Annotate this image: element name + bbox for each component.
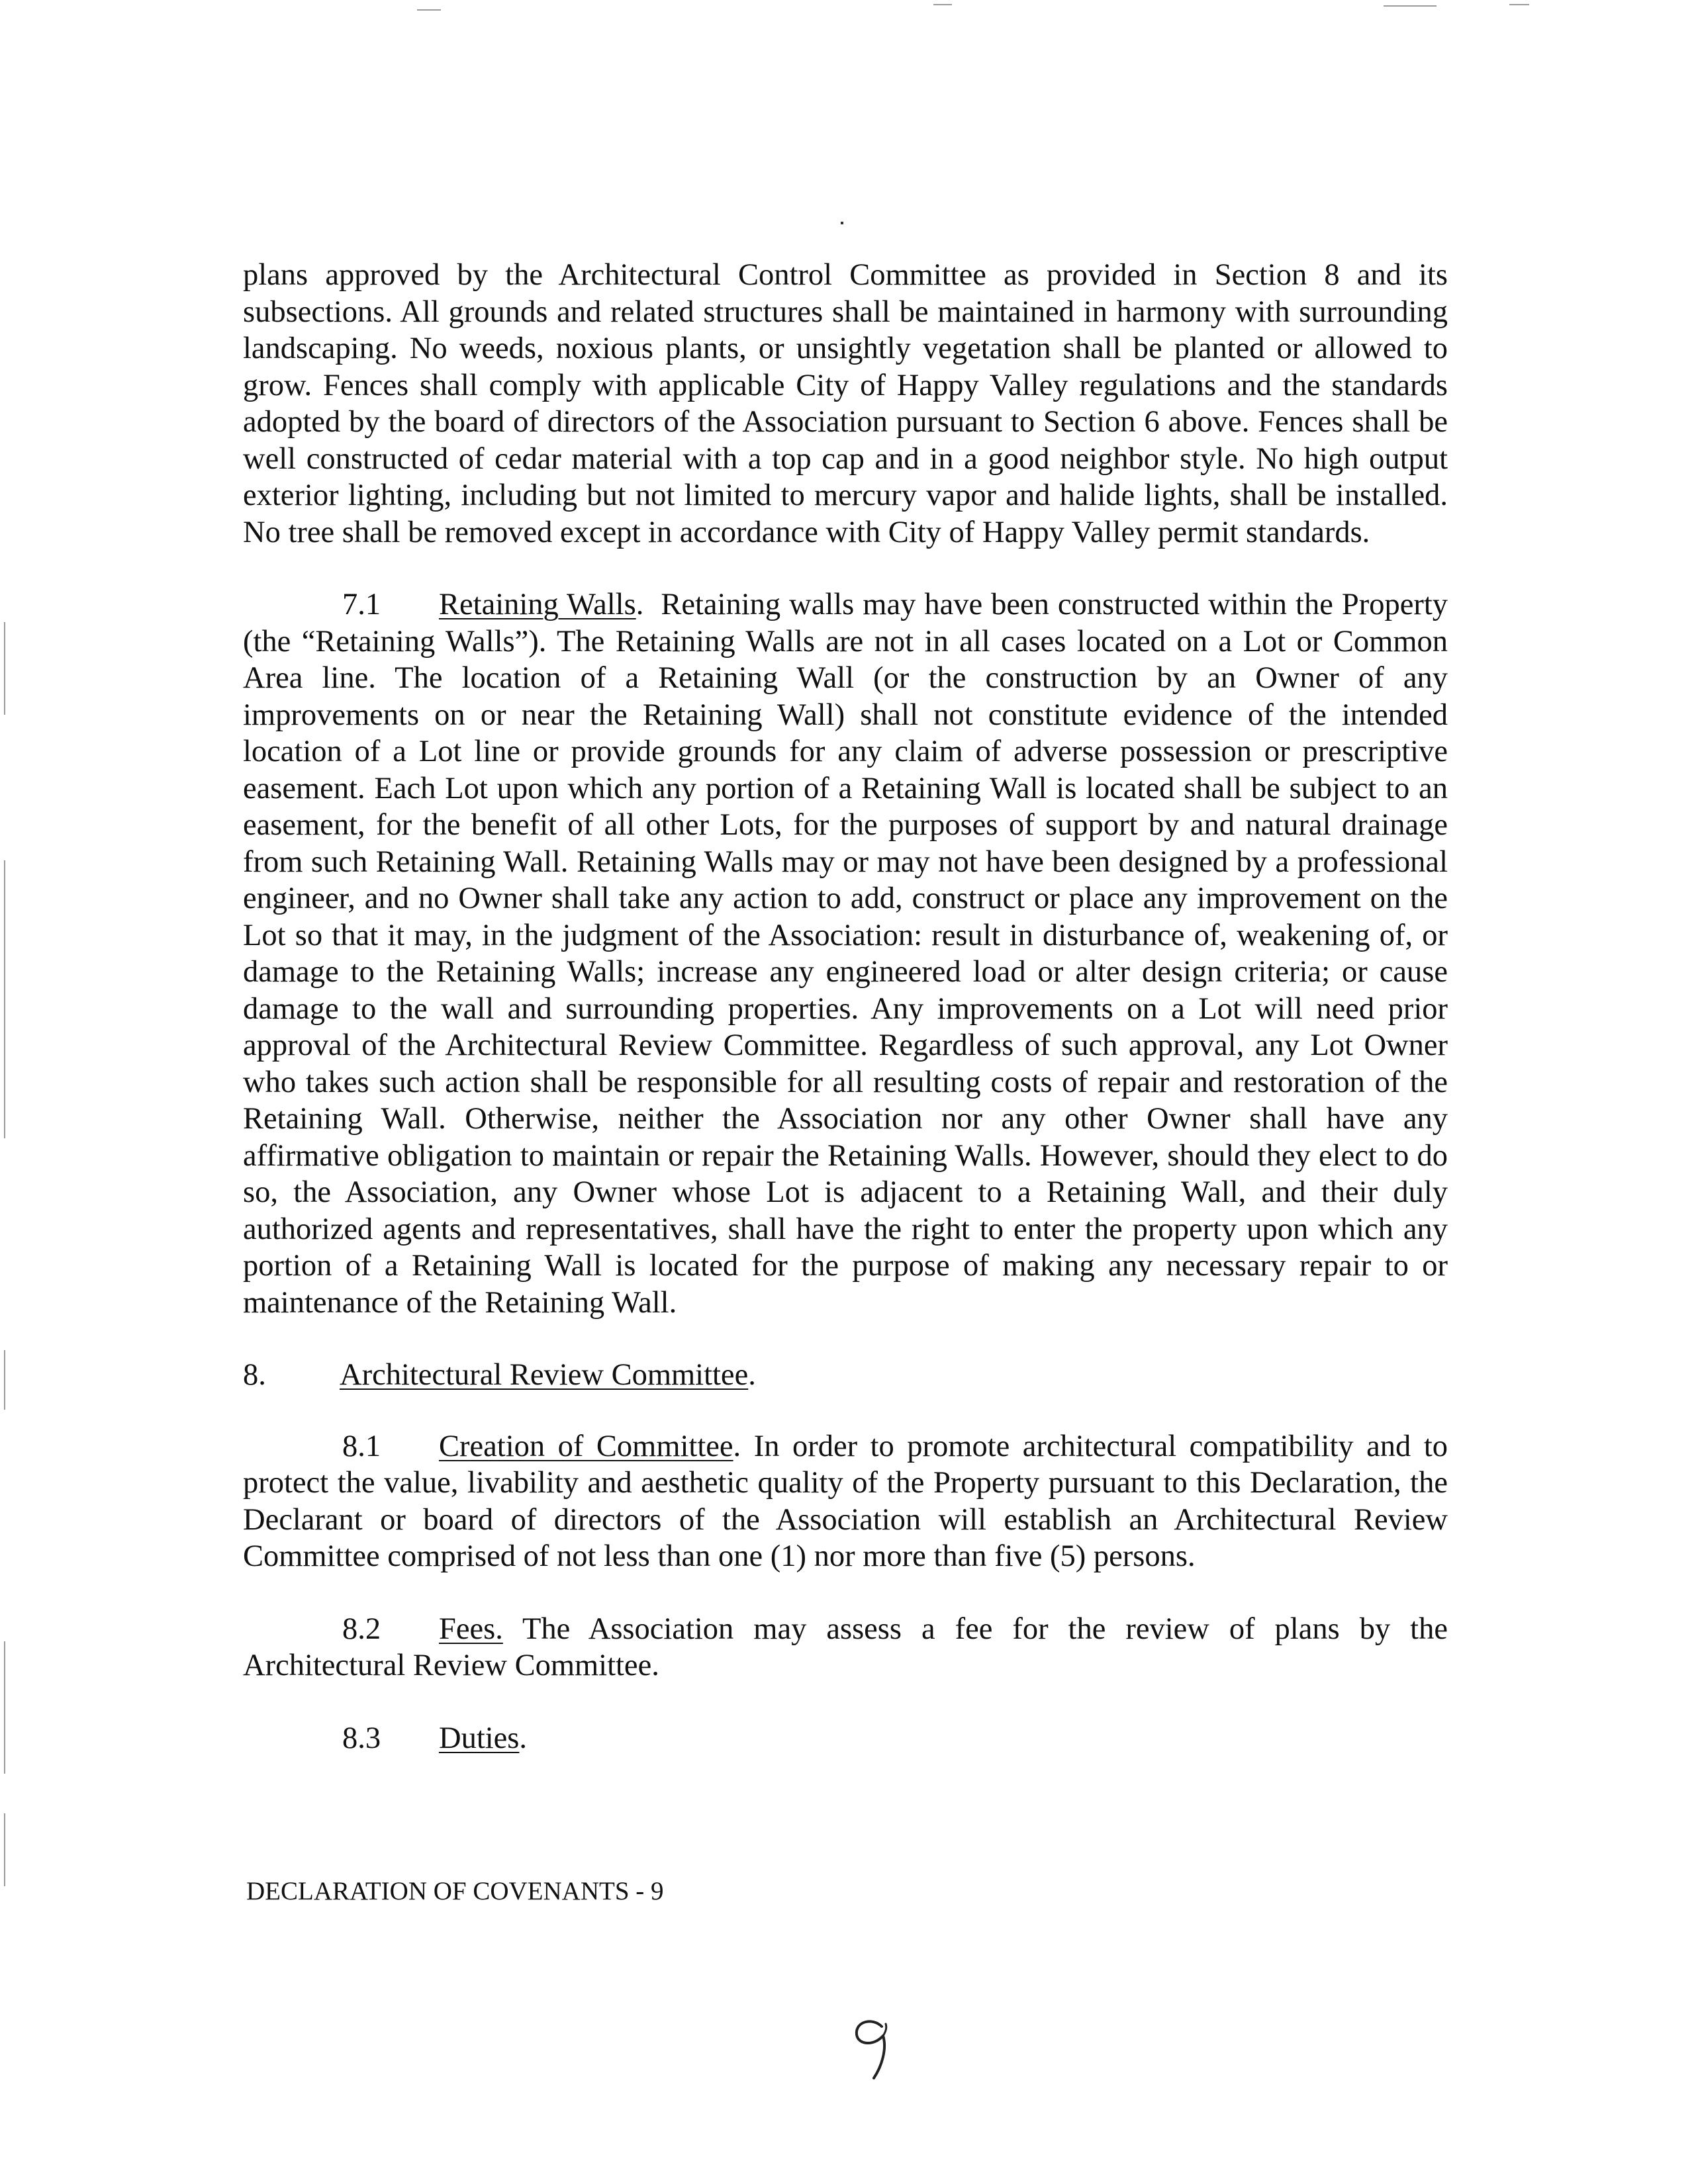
section-7-1-retaining-walls <box>243 586 1448 1321</box>
document-body <box>243 257 1448 1792</box>
section-number: 8.3 <box>342 1721 381 1755</box>
section-text: Retaining walls may have been constructed within the Property (the “Retaining Walls”). The Retaining Walls are not in all cases located on a Lot or Common Area line. The location of a Retaining Wall (or the construction by an Owner of any improvements on or near the Retaining Wall) shall not constitute evidence of the intended location of a Lot line or provide grounds for any claim of adverse possession or prescriptive easement. Each Lot upon which any portion of a Retaining Wall is located shall be subject to an easement, for the benefit of all other Lots, for the purposes of support by and natural drainage from such Retaining Wall. Retaining Walls may or may not have been designed by a professional engineer, and no Owner shall take any action to add, construct or place any improvement on the Lot so that it may, in the judgment of the Association: result in disturbance of, weakening of, or damage to the Retaining Walls; increase any engineered load or alter design criteria; or cause damage to the wall and surrounding properties. Any improvements on a Lot will need prior approval of the Architectural Review Committee. Regardless of such approval, any Lot Owner who takes such action shall be responsible for all resulting costs of repair and restoration of the Retaining Wall. Otherwise, neither the Association nor any other Owner shall have any affirmative obligation to maintain or repair the Retaining Walls. However, should they elect to do so, the Association, any Owner whose Lot is adjacent to a Retaining Wall, and their duly authorized agents and representatives, shall have the right to enter the property upon which any portion of a Retaining Wall is located for the purpose of making any necessary repair to or maintenance of the Retaining Wall. <box>243 588 1448 1320</box>
section-heading: Architectural Review Committee <box>340 1358 749 1392</box>
scan-artifact <box>4 1813 5 1886</box>
heading-punct: . <box>519 1721 528 1755</box>
page-footer: DECLARATION OF COVENANTS - 9 <box>246 1877 664 1905</box>
scan-artifact <box>417 9 441 11</box>
scan-artifact <box>841 222 843 224</box>
section-number: 7.1 <box>342 588 381 621</box>
section-heading: Fees. <box>439 1612 503 1646</box>
section-heading: Retaining Walls <box>439 588 636 621</box>
scan-artifact <box>933 4 952 5</box>
heading-punct: . <box>748 1358 756 1392</box>
section-heading: Creation of Committee <box>439 1429 733 1463</box>
heading-punct: . <box>733 1429 741 1463</box>
scan-artifact <box>4 1641 5 1774</box>
section-heading: Duties <box>439 1721 520 1755</box>
section-8-1-creation-of-committee <box>243 1428 1448 1575</box>
section-8-2-fees <box>243 1611 1448 1684</box>
section-number: 8.1 <box>342 1429 381 1463</box>
scan-artifact <box>1384 5 1437 7</box>
section-8-3-duties <box>243 1720 1448 1757</box>
section-number: 8. <box>243 1358 266 1392</box>
section-8-architectural-review-committee <box>243 1357 1448 1394</box>
section-number: 8.2 <box>342 1612 381 1646</box>
handwritten-page-number <box>847 2012 900 2085</box>
heading-punct: . <box>636 588 644 621</box>
continuation-paragraph: plans approved by the Architectural Control Committee as provided in Section 8 and its subsections. All grounds and related structures shall be maintained in harmony with surrounding landscaping. No weeds, noxious plants, or unsightly vegetation shall be planted or allowed to grow. Fences shall comply with applicable City of Happy Valley regulations and the standards adopted by the board of directors of the Association pursuant to Section 6 above. Fences shall be well constructed of cedar material with a top cap and in a good neighbor style. No high output exterior lighting, including but not limited to mercury vapor and halide lights, shall be installed. No tree shall be removed except in accordance with City of Happy Valley permit standards. <box>243 258 1448 549</box>
section-text: The Association may assess a fee for the review of plans by the Architectural Review Committee. <box>243 1612 1448 1682</box>
scan-artifact <box>1509 4 1529 5</box>
scan-artifact <box>4 1350 5 1410</box>
scan-artifact <box>4 622 5 715</box>
section-text: In order to promote architectural compatibility and to protect the value, livability and aesthetic quality of the Property pursuant to this Declaration, the Declarant or board of directors of the Association will establish an Architectural Review Committee comprised of not less than one (1) nor more than five (5) persons. <box>243 1429 1448 1573</box>
scan-artifact <box>4 860 5 1138</box>
